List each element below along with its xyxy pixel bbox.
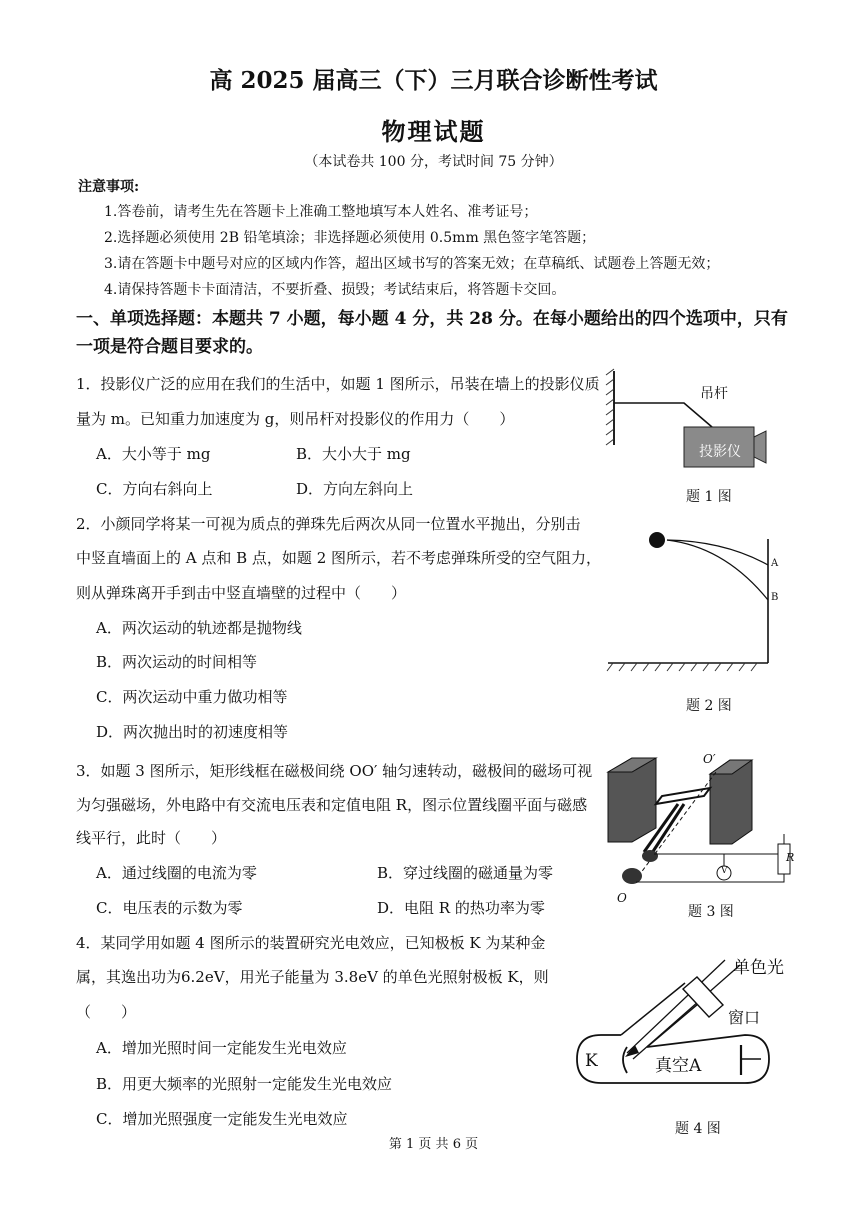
exam-title: 高 2025 届高三（下）三月联合诊断性考试 xyxy=(209,67,658,94)
q3-option-a: A．通过线圈的电流为零 xyxy=(96,864,257,882)
q3-fig-o: O xyxy=(617,891,627,905)
q3-option-d: D．电阻 R 的热功率为零 xyxy=(377,899,545,917)
q3-caption: 题 3 图 xyxy=(688,904,734,920)
q4-stem: （ ） xyxy=(76,1003,137,1021)
q2-option-d: D．两次抛出时的初速度相等 xyxy=(96,723,289,741)
notice-item: 2.选择题必须使用 2B 铅笔填涂；非选择题必须使用 0.5mm 黑色签字笔答题； xyxy=(104,230,596,246)
q4-option-a: A．增加光照时间一定能发生光电效应 xyxy=(96,1039,347,1057)
q2-caption: 题 2 图 xyxy=(686,698,732,714)
q3-option-b: B．穿过线圈的磁通量为零 xyxy=(377,864,554,882)
q3-stem: 3．如题 3 图所示，矩形线框在磁极间绕 OO′ 轴匀速转动，磁极间的磁场可视 xyxy=(76,762,593,780)
q1-figure xyxy=(600,365,780,480)
q4-stem: 4．某同学用如题 4 图所示的装置研究光电效应，已知极板 K 为某种金 xyxy=(76,934,546,952)
section-heading-cont: 一项是符合题目要求的。 xyxy=(76,337,263,357)
page-footer: 第 1 页 共 6 页 xyxy=(388,1137,479,1152)
q4-option-c: C．增加光照强度一定能发生光电效应 xyxy=(96,1110,348,1128)
q2-option-a: A．两次运动的轨迹都是抛物线 xyxy=(96,619,302,637)
q2-fig-point-b: B xyxy=(771,592,779,603)
q1-option-c: C．方向右斜向上 xyxy=(96,480,213,498)
notice-item: 4.请保持答题卡卡面清洁，不要折叠、损毁；考试结束后，将答题卡交回。 xyxy=(104,282,566,298)
q4-caption: 题 4 图 xyxy=(675,1121,721,1137)
q4-fig-vacuum: 真空A xyxy=(655,1056,702,1076)
q3-stem: 为匀强磁场，外电路中有交流电压表和定值电阻 R，图示位置线圈平面与磁感 xyxy=(76,796,588,814)
q2-stem: 2．小颜同学将某一可视为质点的弹珠先后两次从同一位置水平抛出，分别击 xyxy=(76,515,581,533)
q3-stem: 线平行，此时（ ） xyxy=(76,829,227,847)
q2-option-c: C．两次运动中重力做功相等 xyxy=(96,688,288,706)
q4-fig-k: K xyxy=(585,1051,598,1071)
q3-figure xyxy=(604,752,804,902)
q3-fig-v: V xyxy=(721,866,728,876)
q4-option-b: B．用更大频率的光照射一定能发生光电效应 xyxy=(96,1075,393,1093)
section-heading: 一、单项选择题：本题共 7 小题，每小题 4 分，共 28 分。在每小题给出的四个选项中，只有 xyxy=(76,309,788,329)
q4-stem: 属，其逸出功为6.2eV，用光子能量为 3.8eV 的单色光照射极板 K，则 xyxy=(76,968,549,986)
q1-option-b: B．大小大于 mg xyxy=(296,445,411,463)
q1-option-a: A．大小等于 mg xyxy=(96,445,211,463)
q1-option-d: D．方向左斜向上 xyxy=(296,480,414,498)
q3-option-c: C．电压表的示数为零 xyxy=(96,899,243,917)
q3-fig-r: R xyxy=(786,851,795,864)
q4-fig-window: 窗口 xyxy=(728,1008,761,1027)
notice-item: 3.请在答题卡中题号对应的区域内作答，超出区域书写的答案无效；在草稿纸、试题卷上答题无效； xyxy=(104,256,720,272)
q1-stem: 1．投影仪广泛的应用在我们的生活中，如题 1 图所示，吊装在墙上的投影仪质 xyxy=(76,375,600,393)
q4-fig-light: 单色光 xyxy=(733,958,784,978)
q2-figure xyxy=(605,525,780,675)
notice-item: 1.答卷前，请考生先在答题卡上准确工整地填写本人姓名、准考证号； xyxy=(104,204,538,220)
q2-option-b: B．两次运动的时间相等 xyxy=(96,653,258,671)
notice-heading: 注意事项: xyxy=(78,179,140,195)
exam-info: （本试卷共 100 分，考试时间 75 分钟） xyxy=(304,154,563,170)
q2-stem: 中竖直墙面上的 A 点和 B 点，如题 2 图所示，若不考虑弹珠所受的空气阻力， xyxy=(76,549,602,567)
q2-fig-point-a: A xyxy=(771,558,779,569)
q1-fig-label-rod: 吊杆 xyxy=(700,386,728,402)
q3-fig-o-prime: O′ xyxy=(703,752,716,766)
q2-stem: 则从弹珠离开手到击中竖直墙壁的过程中（ ） xyxy=(76,584,407,602)
q1-fig-label-projector: 投影仪 xyxy=(699,444,741,460)
subject-title: 物理试题 xyxy=(381,117,486,146)
q1-caption: 题 1 图 xyxy=(686,489,732,505)
q1-stem: 量为 m。已知重力加速度为 g，则吊杆对投影仪的作用力（ ） xyxy=(76,410,515,428)
